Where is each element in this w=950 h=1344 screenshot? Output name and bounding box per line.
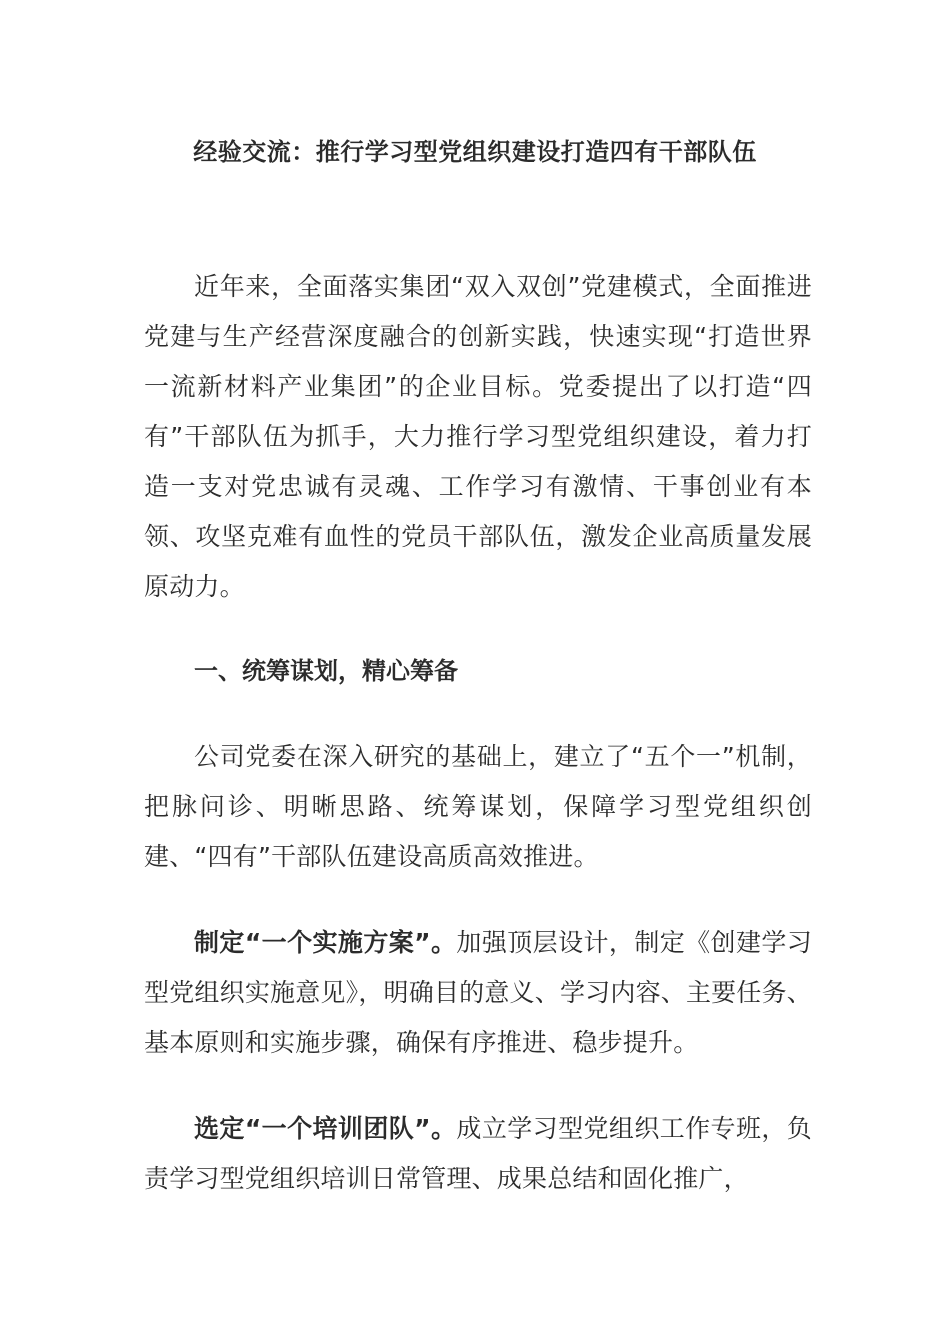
measure-paragraph	[144, 918, 812, 1068]
measure-text: 加强顶层设计，制定《创建学习型党组织实施意见》，明确目的意义、学习内容、主要任务、基本原则和实施步骤，确保有序推进、稳步提升。	[144, 928, 812, 1057]
section-body-paragraph: 公司党委在深入研究的基础上，建立了“五个一”机制，把脉问诊、明晰思路、统筹谋划，保障学习型党组织创建、“四有”干部队伍建设高质高效推进。	[144, 742, 812, 871]
section-heading: 一、统筹谋划，精心筹备	[194, 657, 458, 685]
measure-lead: 制定“一个实施方案”。	[194, 928, 457, 957]
intro-paragraph: 近年来，全面落实集团“双入双创”党建模式，全面推进党建与生产经营深度融合的创新实践，快速实现“打造世界一流新材料产业集团”的企业目标。党委提出了以打造“四有”干部队伍为抓手，大力推行学习型党组织建设，着力打造一支对党忠诚有灵魂、工作学习有激情、干事创业有本领、攻坚克难有血性的党员干部队伍，激发企业高质量发展原动力。	[144, 272, 812, 601]
document-title: 经验交流：推行学习型党组织建设打造四有干部队伍	[193, 138, 757, 166]
measure-text: 成立学习型党组织工作专班，负责学习型党组织培训日常管理、成果总结和固化推广，	[144, 1114, 812, 1193]
measure-lead: 选定“一个培训团队”。	[194, 1114, 457, 1143]
measure-paragraph	[144, 1104, 812, 1204]
